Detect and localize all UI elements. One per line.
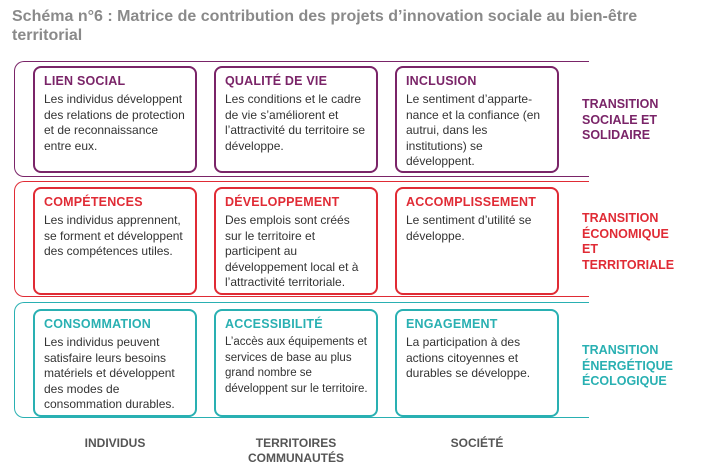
row-label-social [582,97,707,144]
cell-text: Le sentiment d’utilité se développe. [406,213,532,243]
row-label-line: ÉCOLOGIQUE [582,374,667,388]
cell-text: Des emplois sont créés sur le territoire et participent au développement local et à l’attractivité territoriale. [225,213,359,289]
row-label-line: TRANSITION [582,97,659,111]
cell-competences [33,187,197,295]
cell-title: ACCOMPLISSEMENT [406,195,537,209]
cell-text: Les individus développent des relations de protection et de reconnaissance entre eux. [44,92,185,153]
cell-title: QUALITÉ DE VIE [225,74,328,88]
column-label-line: TERRITOIRES [255,436,337,450]
cell-title: ACCESSIBILITÉ [225,317,323,331]
cell-developpement [214,187,378,295]
cell-title: LIEN SOCIAL [44,74,126,88]
row-label-line: SOCIALE ET [582,112,658,127]
column-label-line: INDIVIDUS [84,436,146,450]
cell-accomplissement [395,187,559,295]
cell-qualite-de-vie [214,66,378,173]
row-label-line: ÉNERGÉTIQUE [582,358,673,373]
row-label-ecologique [582,343,707,390]
column-label-line: SOCIÉTÉ [450,436,504,450]
row-label-line: TERRITORIALE [582,257,675,272]
cell-engagement [395,309,559,417]
cell-title: ENGAGEMENT [406,317,498,331]
column-label-individus [33,436,197,451]
cell-title: COMPÉTENCES [44,195,143,209]
cell-text: Les individus apprennent, se forment et développent des compétences utiles. [44,213,183,258]
row-label-line: ÉCONOMIQUE [582,226,669,241]
column-label-line: COMMUNAUTÉS [248,451,344,465]
row-label-line: TRANSITION [582,211,659,225]
column-label-societe [395,436,559,451]
row-label-line: ET [582,242,598,256]
diagram-title: Schéma n°6 : Matrice de contribution des projets d’innovation sociale au bien-être territorial [12,8,638,44]
cell-text: Le sentiment d’apparte-nance et la confiance (en autrui, dans les institutions) se développent. [406,92,541,168]
cell-title: INCLUSION [406,74,477,88]
cell-text: La participation à des actions citoyennes et durables se développe. [406,335,531,380]
cell-title: CONSOMMATION [44,317,152,331]
cell-consommation [33,309,197,417]
cell-text: L’accès aux équipements et services de base au plus grand nombre se développent sur le territoire. [225,336,368,395]
row-label-line: SOLIDAIRE [582,128,651,142]
row-label-line: TRANSITION [582,343,659,357]
cell-title: DÉVELOPPEMENT [225,195,340,209]
cell-lien-social [33,66,197,173]
cell-text: Les conditions et le cadre de vie s’améliorent et l’attractivité du territoire se développe. [225,92,366,153]
cell-text: Les individus peuvent satisfaire leurs besoins matériels et développent des modes de consommation durables. [44,335,175,411]
column-label-territoires [214,436,378,466]
row-label-economique [582,211,707,273]
cell-accessibilite [214,309,378,417]
cell-inclusion [395,66,559,173]
